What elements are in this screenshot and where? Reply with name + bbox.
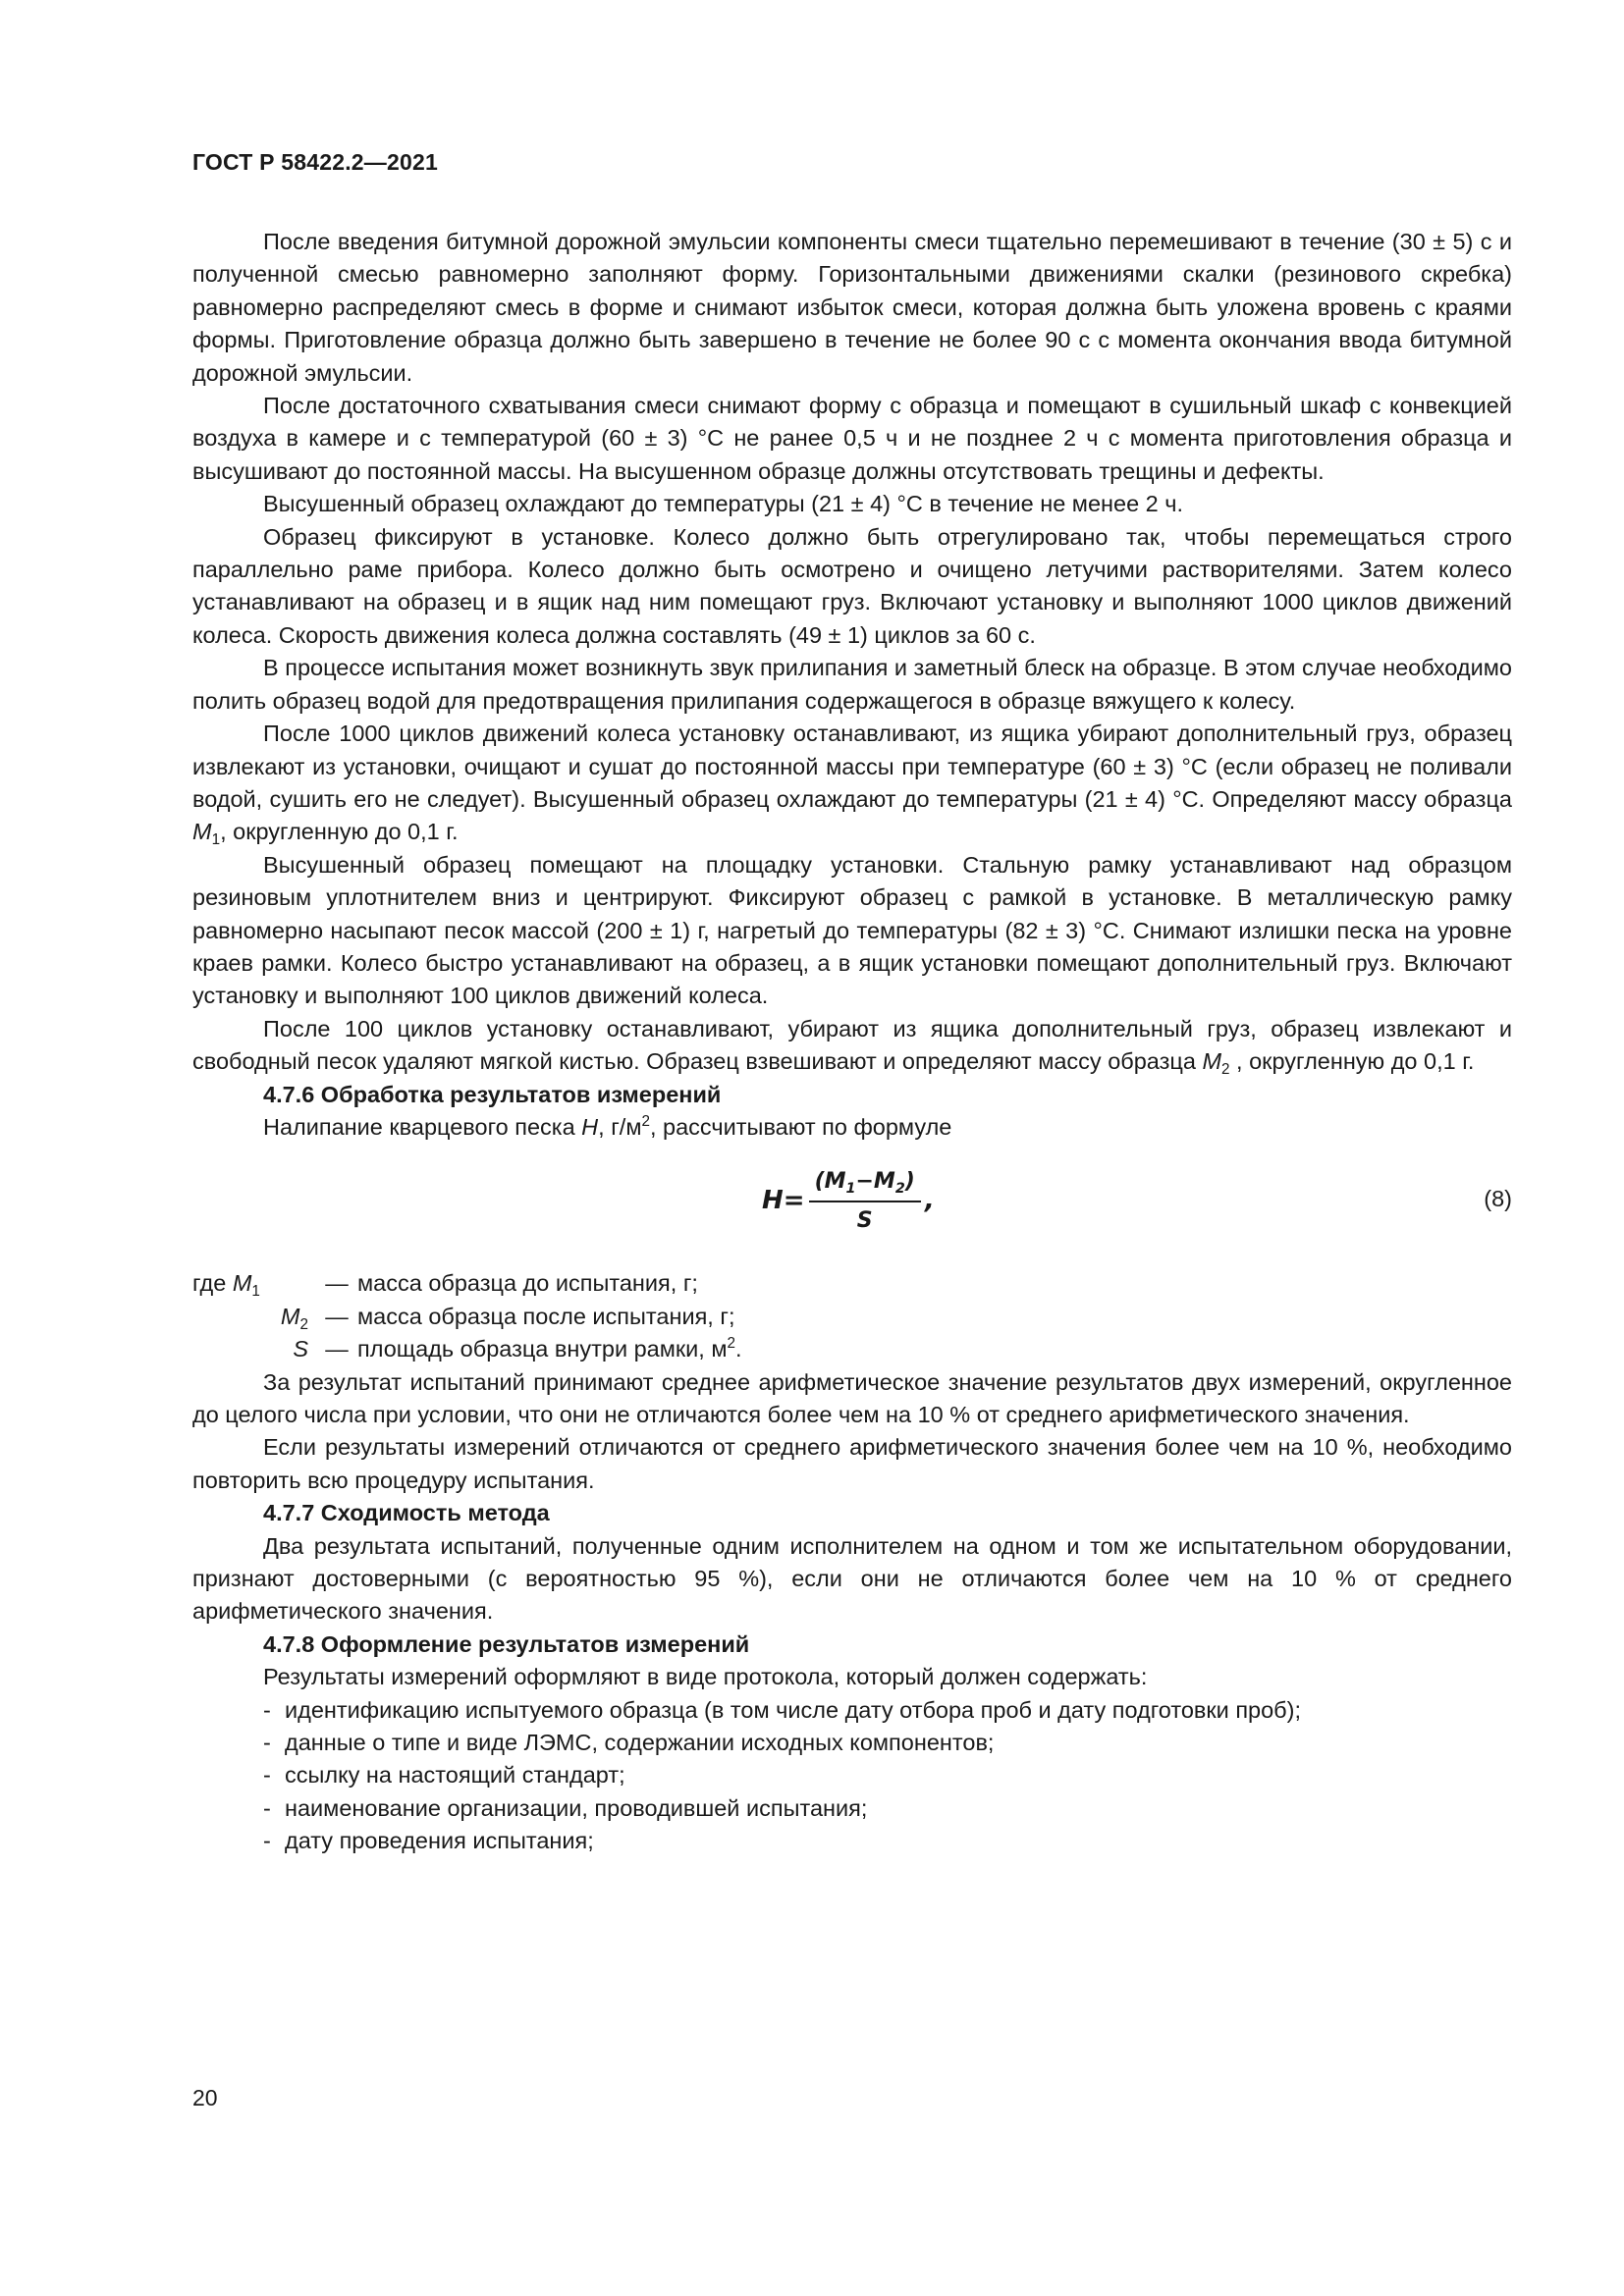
subscript: 2 <box>299 1315 308 1333</box>
variable-m: M <box>1202 1048 1222 1075</box>
paren: ) <box>904 1169 915 1195</box>
formula-var: M <box>873 1169 895 1195</box>
subscript: 1 <box>211 831 221 849</box>
text-run: После 1000 циклов движений колеса установку останавливают, из ящика убирают дополнительный груз, образец извлекают из установки, очищают и сушат до постоянной массы при температуре (60 ± 3) °С (если образец не поливали водой, сушить его не следует). Высушенный образец охлаждают до температуры (21 ± 4) °С. Определяют массу образца <box>192 721 1512 812</box>
em-dash: — <box>325 1270 349 1297</box>
text-run: После 100 циклов установку останавливают, убирают из ящика дополнительный груз, образец извлекают и свободный песок удаляют мягкой кистью. Образец взвешивают и определяют массу образца <box>192 1015 1512 1075</box>
minus-sign: − <box>855 1169 874 1195</box>
formula-comma: , <box>924 1186 935 1216</box>
paragraph: За результат испытаний принимают среднее арифметическое значение результатов двух измерений, округленное до целого числа при условии, что они не отличаются более чем на 10 % от среднего арифметического значения. <box>192 1368 1512 1427</box>
where-intro: где <box>192 1270 227 1297</box>
paragraph: Высушенный образец помещают на площадку установки. Стальную рамку устанавливают над образцом резиновым уплотнителем вниз и центрируют. Фиксируют образец с рамкой в установке. В металлическую рамку равномерно насыпают песок массой (200 ± 1) г, нагретый до температуры (82 ± 3) °С. Снимают излишки песка на уровне краев рамки. Колесо быстро устанавливают на образец, а в ящик установки помещают дополнительный груз. Включают установку и выполняют 100 циклов движений колеса. <box>192 851 1512 1009</box>
subscript: 1 <box>845 1181 856 1198</box>
list-item-text: ссылку на настоящий стандарт; <box>285 1762 625 1789</box>
paragraph-mass-m1 <box>192 718 1512 849</box>
list-item <box>192 1792 1512 1825</box>
formula <box>762 1165 935 1237</box>
list-bullet: - <box>263 1828 271 1854</box>
section-heading-4-7-7: 4.7.7 Сходимость метода <box>263 1500 550 1526</box>
text-run: Налипание кварцевого песка <box>263 1113 582 1140</box>
text-run: , округленную до 0,1 г. <box>1229 1048 1475 1075</box>
formula-fraction <box>809 1165 921 1237</box>
paragraph: После введения битумной дорожной эмульсии компоненты смеси тщательно перемешивают в течение (30 ± 5) с и полученной смесью равномерно заполняют форму. Горизонтальными движениями скалки (резинового скребка) равномерно распределяют смесь в форме и снимают избыток смеси, которая должна быть уложена вровень с краями формы. Приготовление образца должно быть завершено в течение не более 90 с с момента окончания ввода битумной дорожной эмульсии. <box>192 229 1512 386</box>
list-item <box>192 1759 1512 1791</box>
where-item <box>192 1267 1512 1300</box>
list-item-text: данные о типе и виде ЛЭМС, содержании исходных компонентов; <box>285 1730 995 1756</box>
where-item <box>192 1301 1512 1333</box>
text-run: , рассчитывают по формуле <box>649 1113 952 1140</box>
where-var: M <box>232 1270 252 1297</box>
list-item-text: наименование организации, проводившей испытания; <box>285 1794 868 1821</box>
list-bullet: - <box>263 1730 271 1756</box>
section-heading-4-7-6: 4.7.6 Обработка результатов измерений <box>263 1081 722 1107</box>
list-item <box>192 1727 1512 1759</box>
subscript: 1 <box>251 1283 260 1301</box>
formula-denominator: S <box>856 1207 873 1233</box>
superscript: 2 <box>727 1335 736 1353</box>
variable-h: H <box>581 1113 599 1140</box>
formula-equals: = <box>783 1186 805 1216</box>
paragraph: Образец фиксируют в установке. Колесо должно быть отрегулировано так, чтобы перемещаться строго параллельно раме прибора. Колесо должно быть осмотрено и очищено летучими растворителями. Затем колесо устанавливают на образец и в ящик над ним помещают груз. Включают установку и выполняют 1000 циклов движений колеса. Скорость движения колеса должна составлять (49 ± 1) циклов за 60 с. <box>192 523 1512 648</box>
text-run: , округленную до 0,1 г. <box>220 819 459 845</box>
variable-m: M <box>192 819 212 845</box>
formula-lhs: H <box>762 1186 784 1216</box>
paragraph-mass-m2 <box>192 1013 1512 1079</box>
em-dash: — <box>325 1303 349 1329</box>
paragraph: Если результаты измерений отличаются от среднего арифметического значения более чем на 10 %, необходимо повторить всю процедуру испытания. <box>192 1434 1512 1493</box>
where-label <box>192 1301 316 1333</box>
superscript: 2 <box>641 1112 650 1130</box>
subscript: 2 <box>1221 1061 1230 1079</box>
where-var: S <box>293 1336 308 1362</box>
formula-numerator <box>809 1165 921 1201</box>
section-heading-4-7-8: 4.7.8 Оформление результатов измерений <box>263 1630 750 1657</box>
where-text: масса образца после испытания, г; <box>357 1303 735 1329</box>
where-label <box>192 1267 316 1300</box>
text-run: , г/м <box>598 1113 642 1140</box>
paragraph-formula-intro <box>192 1111 1512 1144</box>
list-item <box>192 1825 1512 1857</box>
formula-number: (8) <box>1484 1186 1512 1212</box>
text-run: . <box>735 1336 742 1362</box>
list-bullet: - <box>263 1696 271 1723</box>
where-text: масса образца до испытания, г; <box>357 1270 698 1297</box>
paragraph: Высушенный образец охлаждают до температуры (21 ± 4) °С в течение не менее 2 ч. <box>263 491 1184 517</box>
list-item-text: дату проведения испытания; <box>285 1828 594 1854</box>
list-item <box>192 1694 1512 1727</box>
page-content <box>192 226 1512 1858</box>
document-header: ГОСТ Р 58422.2—2021 <box>192 149 438 175</box>
protocol-contents-list <box>192 1694 1512 1858</box>
list-bullet: - <box>263 1794 271 1821</box>
where-text <box>357 1333 1512 1365</box>
where-label <box>192 1333 316 1365</box>
page-number: 20 <box>192 2085 218 2110</box>
formula-block <box>192 1148 1512 1257</box>
where-var: M <box>280 1303 300 1329</box>
paragraph: Результаты измерений оформляют в виде протокола, который должен содержать: <box>263 1664 1148 1690</box>
list-bullet: - <box>263 1762 271 1789</box>
paragraph: В процессе испытания может возникнуть звук прилипания и заметный блеск на образце. В этом случае необходимо полить образец водой для предотвращения прилипания содержащегося в образце вяжущего к колесу. <box>192 655 1512 714</box>
paragraph: После достаточного схватывания смеси снимают форму с образца и помещают в сушильный шкаф с конвекцией воздуха в камере и с температурой (60 ± 3) °С не ранее 0,5 ч и не позднее 2 ч с момента приготовления образца и высушивают до постоянной массы. На высушенном образце должны отсутствовать трещины и дефекты. <box>192 393 1512 484</box>
list-item-text: идентификацию испытуемого образца (в том числе дату отбора проб и дату подготовки проб); <box>285 1696 1301 1723</box>
text-run: площадь образца внутри рамки, м <box>357 1336 728 1362</box>
subscript: 2 <box>894 1181 905 1198</box>
em-dash: — <box>325 1336 349 1362</box>
paragraph: Два результата испытаний, полученные одним исполнителем на одном и том же испытательном оборудовании, признают достоверными (с вероятностью 95 %), если они не отличаются более чем на 10 % от среднего арифметического значения. <box>192 1532 1512 1625</box>
paren: ( <box>814 1169 825 1195</box>
formula-var: M <box>824 1169 846 1195</box>
where-item <box>192 1333 1512 1365</box>
